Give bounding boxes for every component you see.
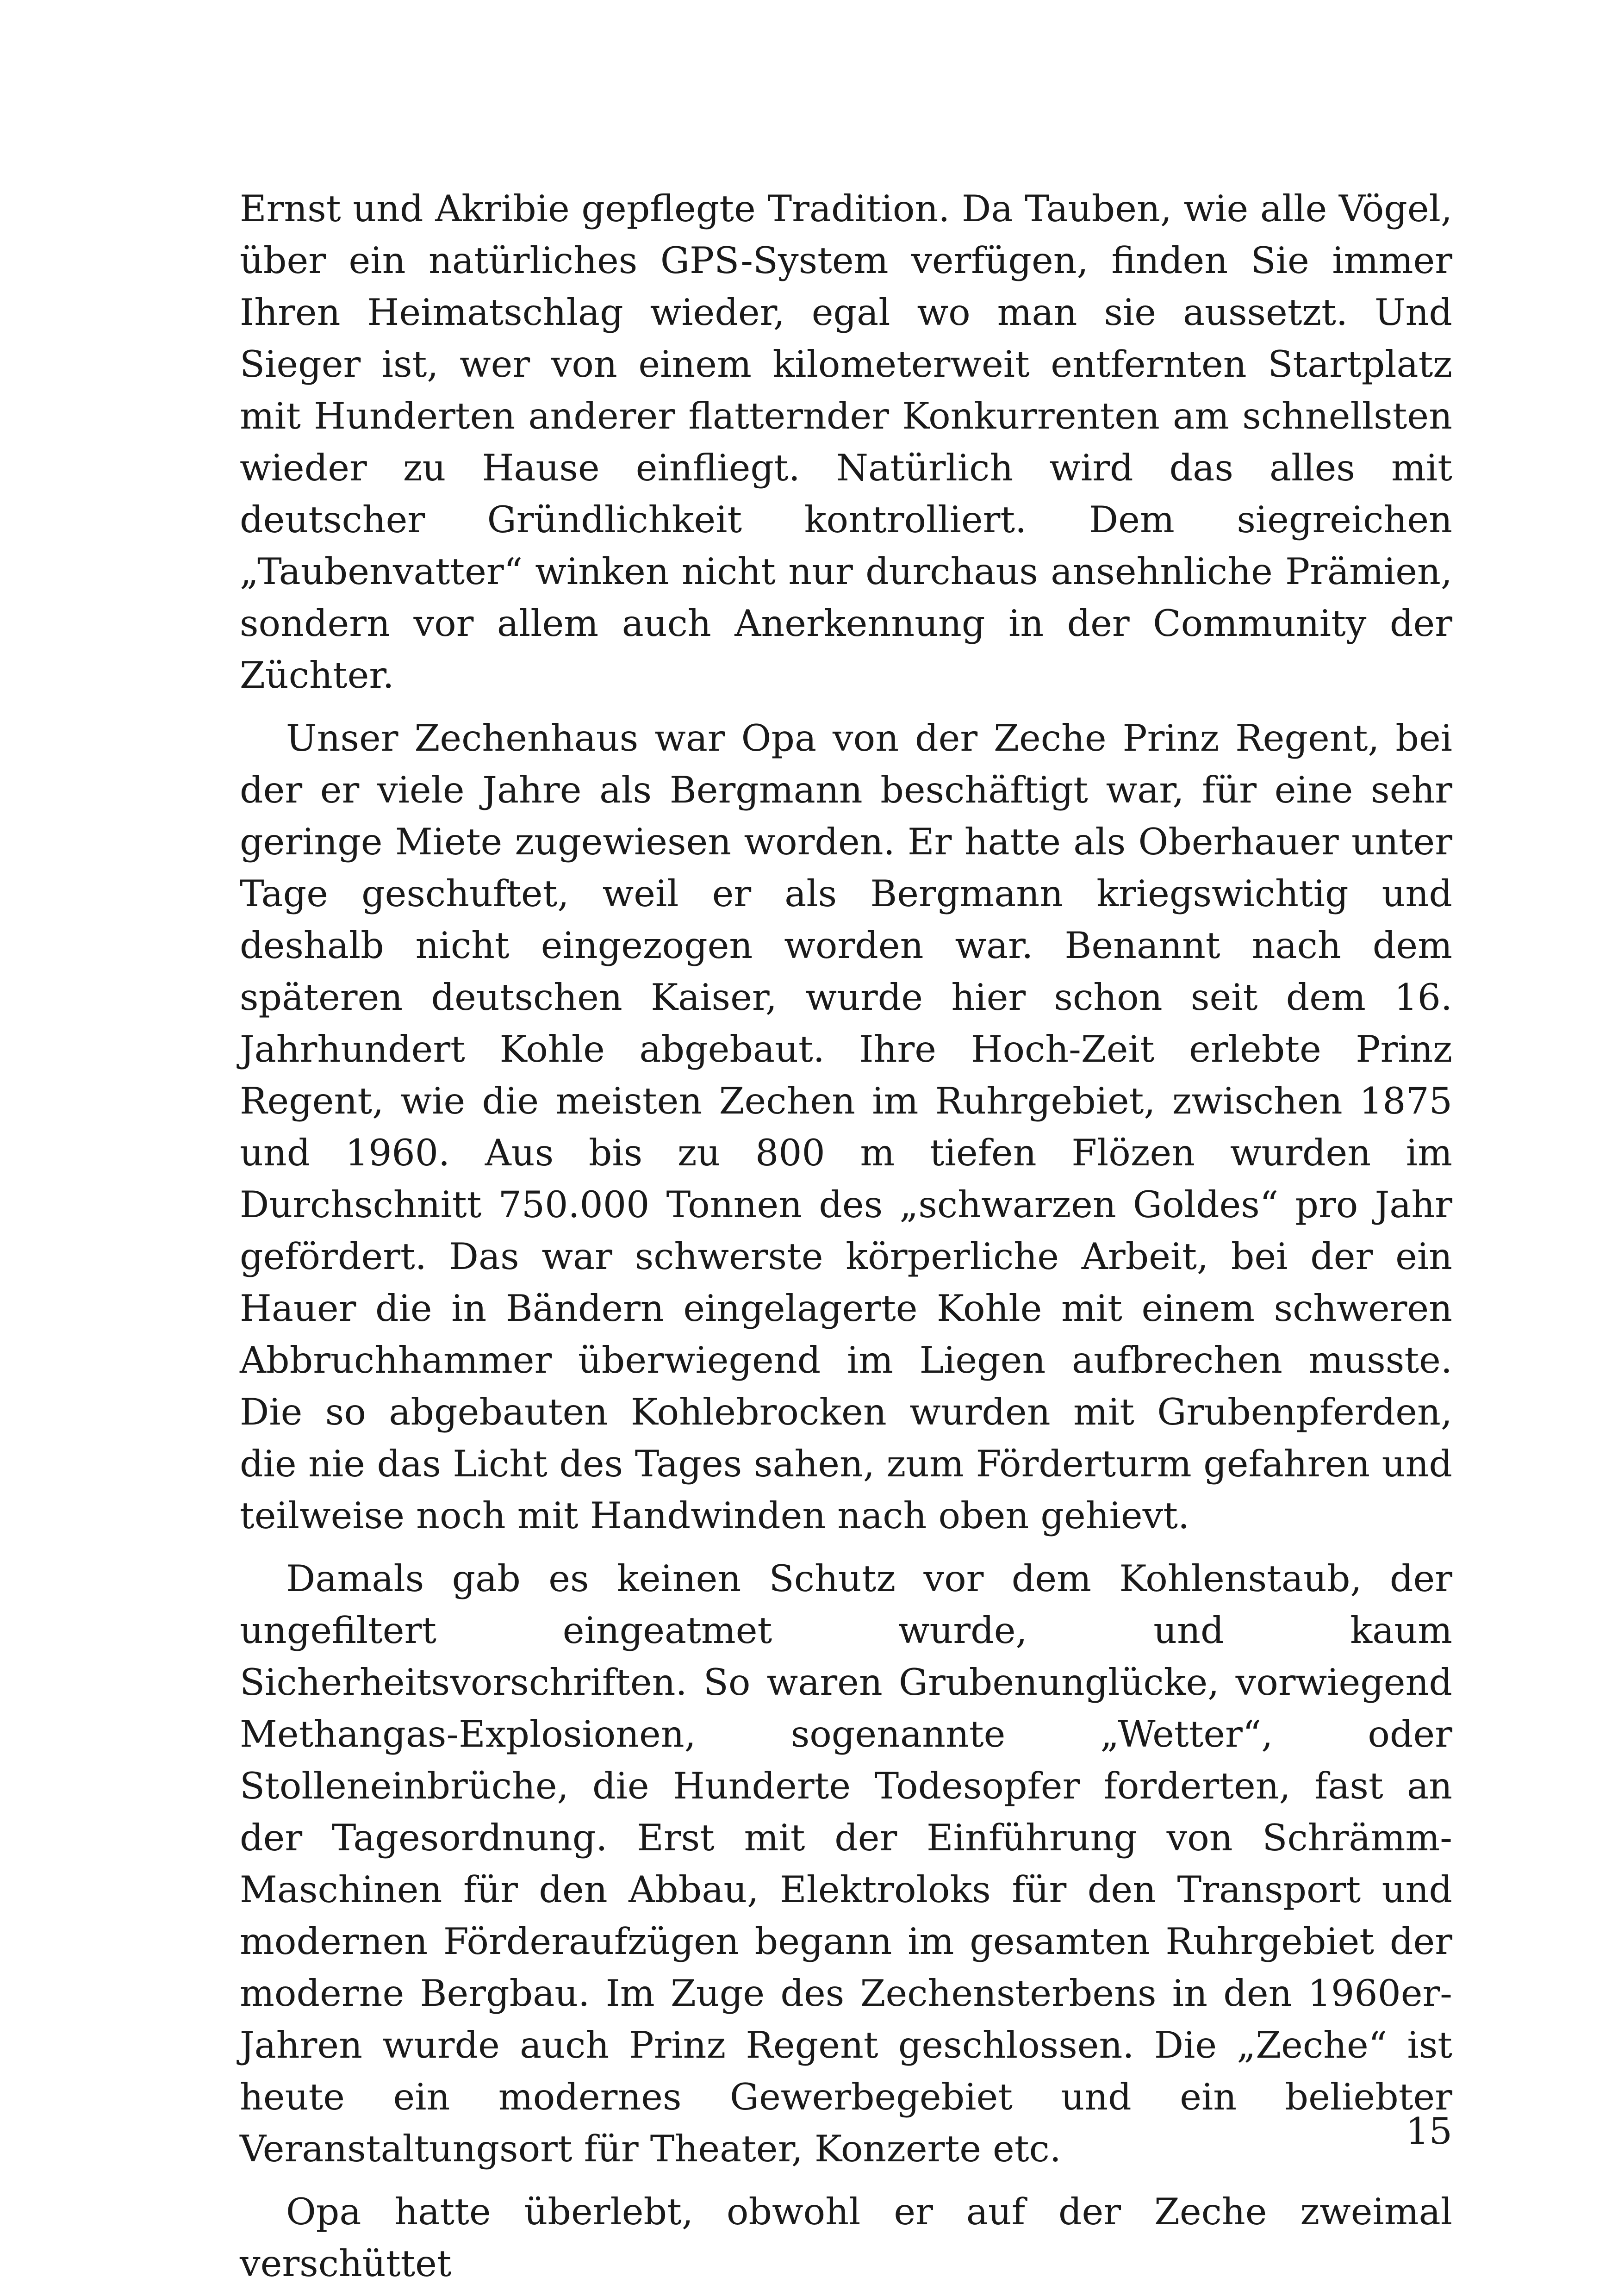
paragraph-kohlenstaub: Damals gab es keinen Schutz vor dem Kohlenstaub, der ungefiltert eingeatmet wurde, und kaum Sicherheitsvorschriften. So waren Grubenunglücke, vorwiegend Methangas-Explosionen, sogenannte „Wetter“, oder Stolleneinbrüche, die Hunderte Todesopfer forderten, fast an der Tagesordnung. Erst mit der Einführung von Schrämm-Maschinen für den Abbau, Elektroloks für den Transport und modernen Förderaufzügen begann im gesamten Ruhrgebiet der moderne Bergbau. Im Zuge des Zechensterbens in den 1960er-Jahren wurde auch Prinz Regent geschlossen. Die „Zeche“ ist heute ein modernes Gewerbegebiet und ein beliebter Veranstaltungsort für Theater, Konzerte etc. (240, 1557, 1452, 2170)
body-text (240, 183, 1452, 2290)
paragraph-opa: Opa hatte überlebt, obwohl er auf der Zeche zweimal verschüttet (240, 2190, 1452, 2285)
paragraph-zechenhaus: Unser Zechenhaus war Opa von der Zeche Prinz Regent, bei der er viele Jahre als Bergmann beschäftigt war, für eine sehr geringe Miete zugewiesen worden. Er hatte als Oberhauer unter Tage geschuftet, weil er als Bergmann kriegswichtig und deshalb nicht eingezogen worden war. Benannt nach dem späteren deutschen Kaiser, wurde hier schon seit dem 16. Jahrhundert Kohle abgebaut. Ihre Hoch-Zeit erlebte Prinz Regent, wie die meisten Zechen im Ruhrgebiet, zwischen 1875 und 1960. Aus bis zu 800 m tiefen Flözen wurden im Durchschnitt 750.000 Tonnen des „schwarzen Goldes“ pro Jahr gefördert. Das war schwerste körperliche Arbeit, bei der ein Hauer die in Bändern eingelagerte Kohle mit einem schweren Abbruchhammer überwiegend im Liegen aufbrechen musste. Die so abgebauten Kohlebrocken wurden mit Grubenpferden, die nie das Licht des Tages sahen, zum Förderturm gefahren und teilweise noch mit Handwinden nach oben gehievt. (240, 717, 1452, 1537)
page-number: 15 (1406, 2110, 1452, 2153)
paragraph-continuation: Ernst und Akribie gepflegte Tradition. Da Tauben, wie alle Vögel, über ein natürliches GPS-System verfügen, finden Sie immer Ihren Heimatschlag wieder, egal wo man sie aussetzt. Und Sieger ist, wer von einem kilometerweit entfernten Startplatz mit Hunderten anderer flatternder Konkurrenten am schnellsten wieder zu Hause einfliegt. Natürlich wird das alles mit deutscher Gründlichkeit kontrolliert. Dem siegreichen „Taubenvatter“ winken nicht nur durchaus ansehnliche Prämien, sondern vor allem auch Anerkennung in der Community der Züchter. (240, 187, 1452, 697)
